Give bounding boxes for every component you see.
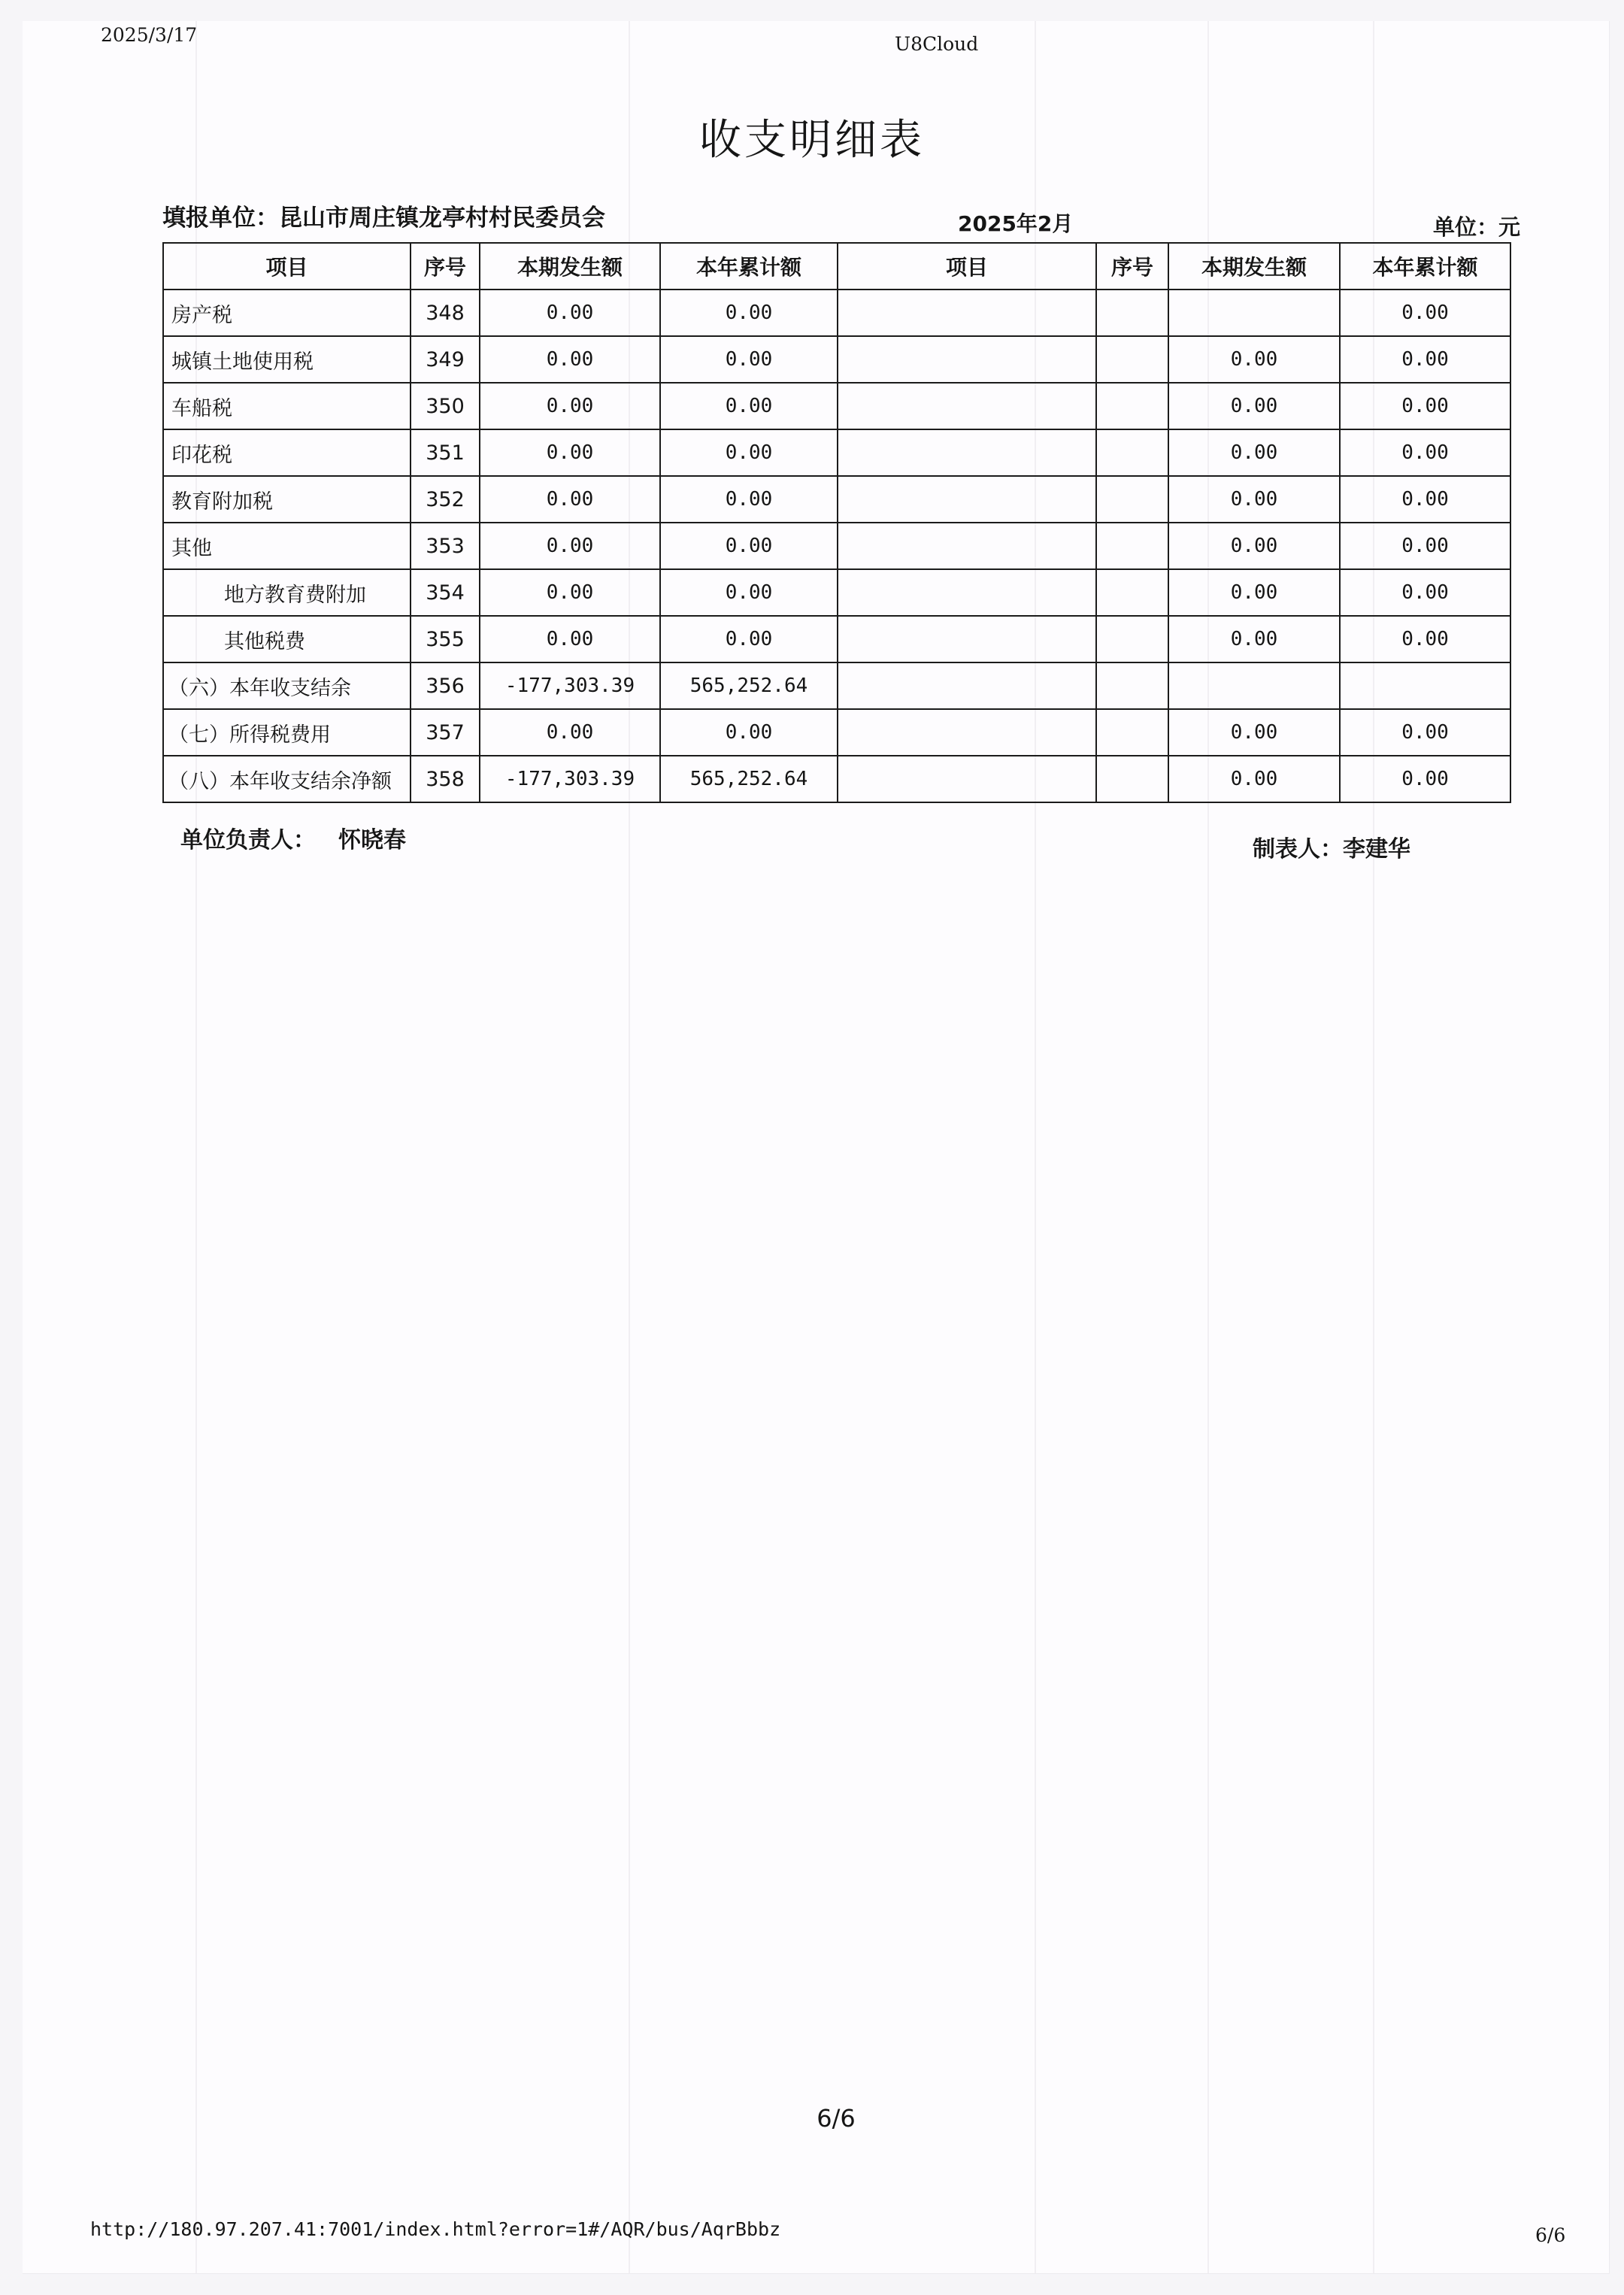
row-number: 349 <box>411 336 480 383</box>
current-amount-right: 0.00 <box>1168 569 1340 616</box>
preparer-label: 制表人： <box>1253 836 1343 863</box>
table-row <box>163 336 1510 383</box>
report-period: 2025年2月 <box>958 211 1074 236</box>
row-number-right <box>1096 476 1168 523</box>
reporting-unit: 填报单位：昆山市周庄镇龙亭村村民委员会 <box>162 205 605 232</box>
item-name-right <box>838 476 1096 523</box>
ytd-amount-right: 0.00 <box>1340 756 1510 802</box>
ytd-amount: 565,252.64 <box>660 662 838 709</box>
table-row <box>163 290 1510 336</box>
column-header: 本年累计额 <box>660 243 838 290</box>
ytd-amount: 0.00 <box>660 336 838 383</box>
income-expense-table <box>162 242 1511 803</box>
unit-head-name: 怀晓春 <box>338 827 406 853</box>
row-number: 348 <box>411 290 480 336</box>
ytd-amount: 0.00 <box>660 569 838 616</box>
current-amount-right <box>1168 290 1340 336</box>
table-row <box>163 476 1510 523</box>
current-amount: 0.00 <box>480 429 660 476</box>
column-header: 项目 <box>163 243 411 290</box>
currency-unit: 单位：元 <box>1433 214 1521 240</box>
column-header: 本期发生额 <box>480 243 660 290</box>
preparer-name: 李建华 <box>1343 836 1410 863</box>
row-number-right <box>1096 756 1168 802</box>
row-number-right <box>1096 709 1168 756</box>
current-amount-right: 0.00 <box>1168 616 1340 662</box>
page-number-footer: 6/6 <box>1535 2224 1566 2246</box>
row-number: 352 <box>411 476 480 523</box>
current-amount: 0.00 <box>480 569 660 616</box>
row-number: 353 <box>411 523 480 569</box>
current-amount-right: 0.00 <box>1168 336 1340 383</box>
app-name: U8Cloud <box>895 33 979 55</box>
current-amount: 0.00 <box>480 383 660 429</box>
ytd-amount: 0.00 <box>660 383 838 429</box>
column-header: 本期发生额 <box>1168 243 1340 290</box>
current-amount-right <box>1168 662 1340 709</box>
table-row <box>163 616 1510 662</box>
ytd-amount-right: 0.00 <box>1340 383 1510 429</box>
item-name-right <box>838 569 1096 616</box>
row-number-right <box>1096 662 1168 709</box>
ytd-amount: 0.00 <box>660 290 838 336</box>
report-title: 收支明细表 <box>699 116 925 165</box>
item-name: （七）所得税费用 <box>163 709 411 756</box>
ytd-amount-right <box>1340 662 1510 709</box>
ytd-amount-right: 0.00 <box>1340 336 1510 383</box>
current-amount: 0.00 <box>480 476 660 523</box>
current-amount-right: 0.00 <box>1168 523 1340 569</box>
current-amount-right: 0.00 <box>1168 709 1340 756</box>
column-header: 序号 <box>1096 243 1168 290</box>
current-amount-right: 0.00 <box>1168 429 1340 476</box>
row-number: 354 <box>411 569 480 616</box>
row-number-right <box>1096 336 1168 383</box>
row-number-right <box>1096 290 1168 336</box>
ytd-amount-right: 0.00 <box>1340 523 1510 569</box>
ytd-amount-right: 0.00 <box>1340 709 1510 756</box>
row-number-right <box>1096 429 1168 476</box>
item-name-right <box>838 756 1096 802</box>
current-amount: 0.00 <box>480 709 660 756</box>
row-number: 355 <box>411 616 480 662</box>
row-number: 351 <box>411 429 480 476</box>
column-header: 项目 <box>838 243 1096 290</box>
table-row <box>163 523 1510 569</box>
item-name: （六）本年收支结余 <box>163 662 411 709</box>
item-name-right <box>838 709 1096 756</box>
ytd-amount: 0.00 <box>660 616 838 662</box>
item-name: 车船税 <box>163 383 411 429</box>
row-number: 358 <box>411 756 480 802</box>
page-number-center: 6/6 <box>817 2104 856 2133</box>
item-name: 房产税 <box>163 290 411 336</box>
item-name: 教育附加税 <box>163 476 411 523</box>
item-name: 其他税费 <box>163 616 411 662</box>
item-name: 城镇土地使用税 <box>163 336 411 383</box>
unit-head-signature <box>180 821 406 854</box>
item-name-right <box>838 616 1096 662</box>
table-row <box>163 569 1510 616</box>
item-name: 印花税 <box>163 429 411 476</box>
row-number: 356 <box>411 662 480 709</box>
ytd-amount-right: 0.00 <box>1340 476 1510 523</box>
row-number-right <box>1096 383 1168 429</box>
preparer-signature <box>1253 830 1410 863</box>
ytd-amount-right: 0.00 <box>1340 616 1510 662</box>
row-number-right <box>1096 616 1168 662</box>
item-name-right <box>838 383 1096 429</box>
table-row <box>163 383 1510 429</box>
item-name: 地方教育费附加 <box>163 569 411 616</box>
current-amount: 0.00 <box>480 523 660 569</box>
ytd-amount-right: 0.00 <box>1340 429 1510 476</box>
ytd-amount: 0.00 <box>660 476 838 523</box>
current-amount: 0.00 <box>480 290 660 336</box>
current-amount-right: 0.00 <box>1168 476 1340 523</box>
column-header: 本年累计额 <box>1340 243 1510 290</box>
current-amount: 0.00 <box>480 336 660 383</box>
print-date: 2025/3/17 <box>101 24 198 46</box>
ytd-amount: 565,252.64 <box>660 756 838 802</box>
table-row <box>163 662 1510 709</box>
row-number: 350 <box>411 383 480 429</box>
table-header-row <box>163 243 1510 290</box>
item-name: （八）本年收支结余净额 <box>163 756 411 802</box>
item-name-right <box>838 336 1096 383</box>
item-name-right <box>838 662 1096 709</box>
column-header: 序号 <box>411 243 480 290</box>
item-name-right <box>838 429 1096 476</box>
table-row <box>163 756 1510 802</box>
current-amount: -177,303.39 <box>480 662 660 709</box>
ytd-amount: 0.00 <box>660 523 838 569</box>
ytd-amount-right: 0.00 <box>1340 290 1510 336</box>
current-amount-right: 0.00 <box>1168 383 1340 429</box>
item-name-right <box>838 290 1096 336</box>
current-amount: -177,303.39 <box>480 756 660 802</box>
ytd-amount: 0.00 <box>660 429 838 476</box>
unit-head-label: 单位负责人： <box>180 827 316 853</box>
footer-url: http://180.97.207.41:7001/index.html?error=1#/AQR/bus/AqrBbbz <box>90 2218 781 2240</box>
ytd-amount-right: 0.00 <box>1340 569 1510 616</box>
ytd-amount: 0.00 <box>660 709 838 756</box>
current-amount-right: 0.00 <box>1168 756 1340 802</box>
current-amount: 0.00 <box>480 616 660 662</box>
table-row <box>163 709 1510 756</box>
item-name-right <box>838 523 1096 569</box>
row-number: 357 <box>411 709 480 756</box>
row-number-right <box>1096 569 1168 616</box>
table-row <box>163 429 1510 476</box>
row-number-right <box>1096 523 1168 569</box>
item-name: 其他 <box>163 523 411 569</box>
